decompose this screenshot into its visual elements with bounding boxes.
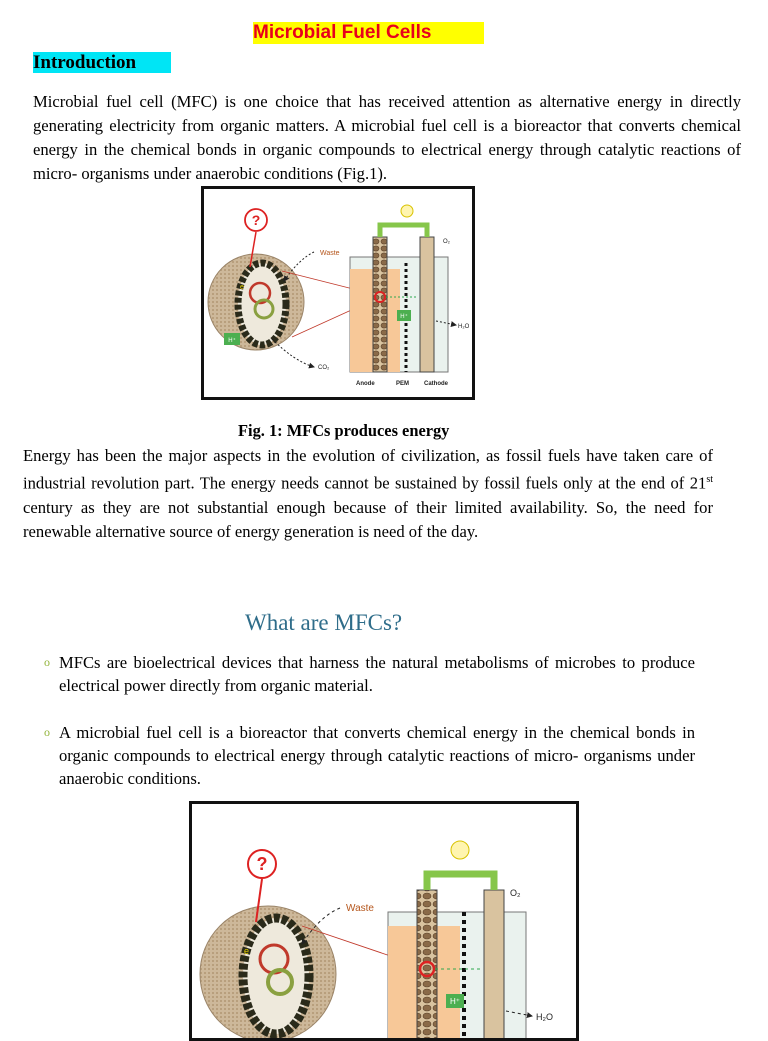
energy-paragraph: Energy has been the major aspects in the evolution of civilization, as fossil fuels have taken care of industrial revolution part. The energy needs cannot be sustained by fossil fuels only at the end of 21st century as they are not substantial enough because of their limited availability. So, the need for renewable alternative source of energy generation is need of the day. xyxy=(23,446,713,541)
svg-text:Anode: Anode xyxy=(356,381,375,387)
svg-text:H⁺: H⁺ xyxy=(228,338,236,344)
svg-text:Waste: Waste xyxy=(320,250,340,257)
svg-text:e: e xyxy=(244,946,250,956)
figure-caption: Fig. 1: MFCs produces energy xyxy=(238,421,450,440)
svg-text:H⁺: H⁺ xyxy=(400,314,408,320)
svg-text:e: e xyxy=(240,284,244,291)
svg-text:?: ? xyxy=(256,854,268,874)
mfc-diagram-repeat xyxy=(192,804,576,1038)
svg-text:CO₂: CO₂ xyxy=(318,365,330,371)
svg-text:O₂: O₂ xyxy=(510,888,521,898)
svg-text:Cathode: Cathode xyxy=(424,381,448,387)
bullet-text: MFCs are bioelectrical devices that harness the natural metabolisms of microbes to produce electrical power directly from organic material. xyxy=(59,653,695,695)
document-title: Microbial Fuel Cells xyxy=(253,22,484,44)
svg-text:H₂O: H₂O xyxy=(536,1012,553,1022)
introduction-heading: Introduction xyxy=(33,52,171,73)
bullet-icon: o xyxy=(44,655,50,669)
mfc-figure-1 xyxy=(201,186,475,400)
section-heading: What are MFCs? xyxy=(245,610,403,635)
svg-text:H⁺: H⁺ xyxy=(450,997,460,1006)
svg-text:?: ? xyxy=(251,212,261,228)
bullet-icon: o xyxy=(44,725,50,739)
svg-text:H₂O: H₂O xyxy=(458,324,470,330)
intro-paragraph: Microbial fuel cell (MFC) is one choice that has received attention as alternative energy in directly generating electricity from organic matters. A microbial fuel cell is a bioreactor that converts chemical energy in the chemical bonds in organic compounds to electrical energy through catalytic reactions of micro- organisms under anaerobic conditions (Fig.1). xyxy=(33,92,741,183)
svg-text:O₂: O₂ xyxy=(443,239,450,245)
bullet-text: A microbial fuel cell is a bioreactor that converts chemical energy in the chemical bonds in organic compounds to electrical energy through catalytic reactions of micro- organisms under anaerobic conditions. xyxy=(59,723,695,788)
svg-text:PEM: PEM xyxy=(396,381,410,387)
svg-text:Waste: Waste xyxy=(346,903,374,914)
mfc-diagram xyxy=(204,189,472,397)
mfc-figure-2 xyxy=(189,801,579,1041)
